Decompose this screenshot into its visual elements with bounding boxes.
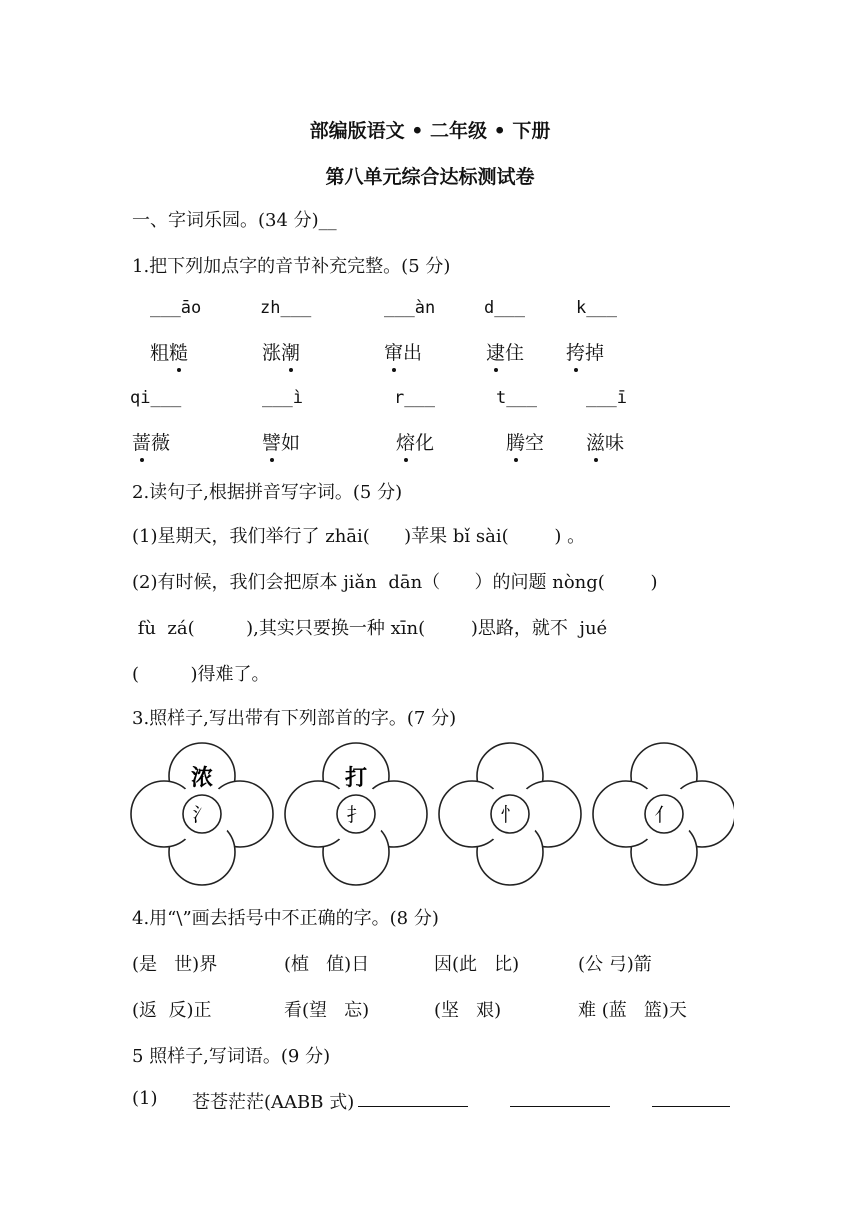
dotted-word: 挎掉	[566, 338, 604, 365]
choice-item: (是 世)界	[132, 954, 218, 975]
dotted-word: 蔷薇	[132, 428, 170, 455]
radical-flower	[285, 743, 427, 885]
radical-flower	[439, 743, 581, 885]
question-5-prompt: 5 照样子,写词语。(9 分)	[132, 1046, 331, 1067]
dotted-word: 譬如	[262, 428, 300, 455]
section-heading: 一、字词乐园。(34 分)__	[132, 210, 337, 231]
example-character: 浓	[190, 765, 214, 791]
question-2-line: ( )得难了。	[132, 664, 270, 685]
dotted-word: 逮住	[486, 338, 524, 365]
pinyin-blank: ___ī	[586, 388, 627, 408]
pinyin-blank: r___	[394, 388, 435, 408]
dotted-word: 粗糙	[150, 338, 188, 365]
question-3-prompt: 3.照样子,写出带有下列部首的字。(7 分)	[132, 708, 457, 729]
pinyin-blank: qi___	[130, 388, 182, 408]
dotted-word: 熔化	[396, 428, 434, 455]
pinyin-blank: ___àn	[384, 298, 436, 318]
choice-item: (返 反)正	[132, 1000, 212, 1021]
dotted-word: 窜出	[384, 338, 422, 365]
choice-item: (坚 艰)	[434, 1000, 502, 1021]
radical-label: 氵	[192, 804, 212, 826]
radical-flower	[593, 743, 734, 885]
radical-label: 扌	[346, 804, 366, 826]
choice-item: (植 值)日	[284, 954, 370, 975]
question-2-prompt: 2.读句子,根据拼音写字词。(5 分)	[132, 482, 403, 503]
radical-label: 亻	[654, 804, 674, 826]
question-5-item-number: (1)	[132, 1088, 158, 1109]
pinyin-blank: d___	[484, 298, 525, 318]
page-subtitle: 第八单元综合达标测试卷	[325, 166, 535, 188]
choice-item: 因(此 比)	[434, 954, 520, 975]
example-character: 打	[344, 765, 368, 791]
answer-blank[interactable]	[652, 1106, 730, 1107]
radical-label: 忄	[500, 804, 520, 826]
dotted-word: 滋味	[586, 428, 624, 455]
pinyin-blank: k___	[576, 298, 617, 318]
dotted-word: 涨潮	[262, 338, 300, 365]
question-4-prompt: 4.用“\”画去括号中不正确的字。(8 分)	[132, 908, 439, 929]
pinyin-blank: ___āo	[150, 298, 202, 318]
radical-flower-diagram	[130, 740, 734, 890]
choice-item: 看(望 忘)	[284, 1000, 370, 1021]
dotted-word: 腾空	[506, 428, 544, 455]
page-title: 部编版语文 • 二年级 • 下册	[309, 120, 551, 142]
choice-item: 难 (蓝 篮)天	[578, 1000, 687, 1021]
question-5-example: 苍苍茫茫(AABB 式)	[192, 1092, 355, 1113]
question-1-prompt: 1.把下列加点字的音节补充完整。(5 分)	[132, 256, 451, 277]
radical-flower	[131, 743, 273, 885]
pinyin-blank: zh___	[260, 298, 312, 318]
answer-blank[interactable]	[358, 1106, 468, 1107]
answer-blank[interactable]	[510, 1106, 610, 1107]
pinyin-blank: ___ì	[262, 388, 303, 408]
pinyin-blank: t___	[496, 388, 537, 408]
choice-item: (公 弓)箭	[578, 954, 652, 975]
question-2-line: (2)有时候，我们会把原本 jiǎn dān（ ）的问题 nòng( )	[132, 572, 658, 593]
question-2-line: (1)星期天，我们举行了 zhāi( )苹果 bǐ sài( ) 。	[132, 526, 586, 547]
question-2-line: fù zá( ),其实只要换一种 xīn( )思路，就不 jué	[132, 618, 608, 639]
